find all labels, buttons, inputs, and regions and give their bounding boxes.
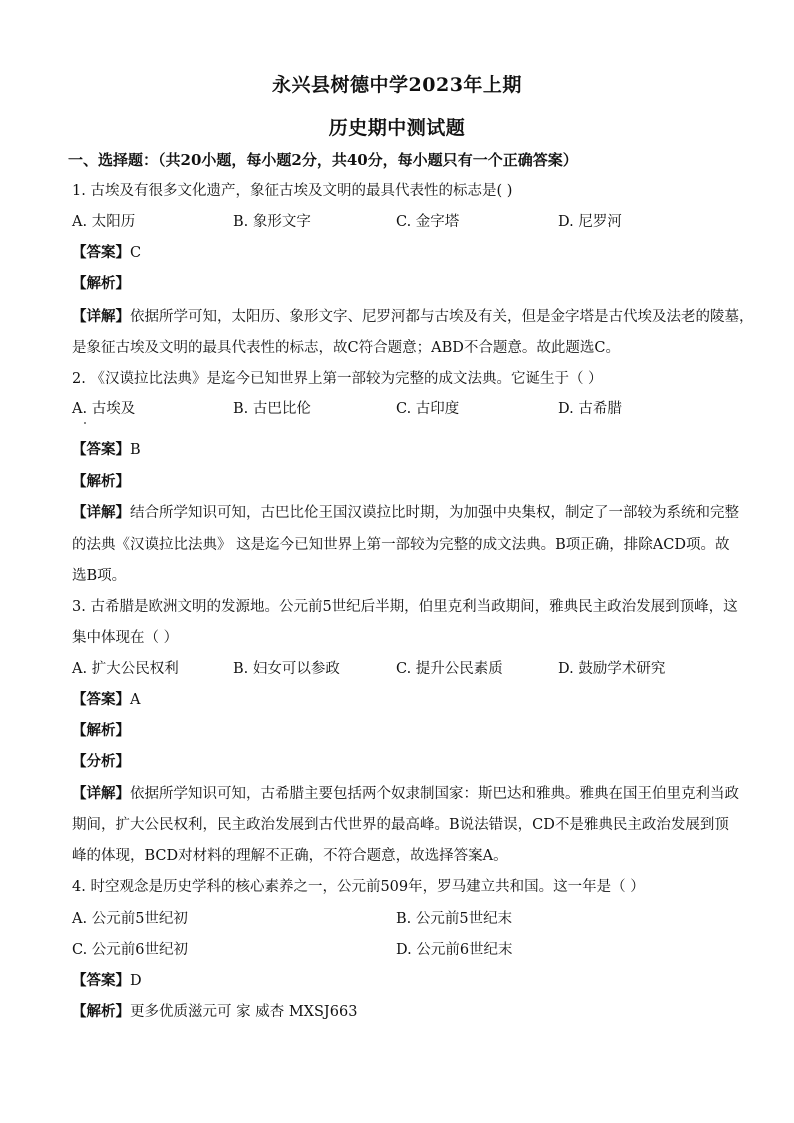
option-d: D. 鼓励学术研究 bbox=[558, 661, 666, 677]
option-a: A. 太阳历 bbox=[72, 214, 136, 230]
detail-text: 依据所学可知，太阳历、象形文字、尼罗河都与古埃及有关，但是金字塔是古代埃及法老的陵墓， bbox=[130, 309, 754, 325]
detail-line bbox=[72, 307, 754, 327]
option-b: B. 公元前5世纪末 bbox=[396, 911, 513, 927]
answer-value: B bbox=[130, 442, 141, 458]
fenxi-label: 【分析】 bbox=[72, 753, 130, 770]
option-b: B. 妇女可以参政 bbox=[233, 661, 340, 677]
option-a: A. 扩大公民权利 bbox=[72, 661, 179, 677]
question-stem: 2. 《汉谟拉比法典》是迄今已知世界上第一部较为完整的成文法典。它诞生于（ ） bbox=[72, 371, 603, 387]
option-d: D. 尼罗河 bbox=[558, 214, 622, 230]
question-stem: 1. 古埃及有很多文化遗产，象征古埃及文明的最具代表性的标志是( ) bbox=[72, 183, 513, 199]
detail-line bbox=[72, 784, 738, 804]
stray-mark bbox=[84, 422, 86, 424]
answer-line bbox=[72, 971, 738, 991]
answer-label: 【答案】 bbox=[72, 972, 130, 989]
answer-label: 【答案】 bbox=[72, 441, 130, 458]
detail-line: 期间，扩大公民权利，民主政治发展到古代世界的最高峰。B说法错误，CD不是雅典民主政治发展到顶 bbox=[72, 817, 729, 833]
detail-line: 选B项。 bbox=[72, 568, 127, 584]
answer-value: C bbox=[130, 245, 142, 261]
question-stem: 集中体现在（ ） bbox=[72, 630, 179, 646]
answer-label: 【答案】 bbox=[72, 691, 130, 708]
answer-line bbox=[72, 243, 738, 263]
answer-line bbox=[72, 690, 738, 710]
detail-label: 【详解】 bbox=[72, 785, 130, 802]
option-d: D. 古希腊 bbox=[558, 401, 622, 417]
question-stem: 4. 时空观念是历史学科的核心素养之一，公元前509年，罗马建立共和国。这一年是（ ） bbox=[72, 879, 645, 895]
section-heading: 一、选择题：（共20小题，每小题2分，共40分，每小题只有一个正确答案） bbox=[68, 151, 578, 169]
analysis-label: 【解析】 bbox=[72, 1003, 130, 1020]
analysis-text: 更多优质滋元可 家 威杏 MXSJ663 bbox=[130, 1004, 358, 1020]
option-d: D. 公元前6世纪末 bbox=[396, 942, 513, 958]
option-c: C. 提升公民素质 bbox=[396, 661, 503, 677]
detail-line: 是象征古埃及文明的最具代表性的标志，故C符合题意；ABD不合题意。故此题选C。 bbox=[72, 340, 620, 356]
analysis-label: 【解析】 bbox=[72, 275, 130, 292]
option-a: A. 公元前5世纪初 bbox=[72, 911, 188, 927]
detail-line: 的法典《汉谟拉比法典》 这是迄今已知世界上第一部较为完整的成文法典。B项正确，排除ACD项。故 bbox=[72, 537, 730, 553]
answer-label: 【答案】 bbox=[72, 244, 130, 261]
answer-line bbox=[72, 440, 738, 460]
option-c: C. 古印度 bbox=[396, 401, 460, 417]
document-title: 永兴县树德中学2023年上期 bbox=[272, 74, 522, 96]
option-b: B. 象形文字 bbox=[233, 214, 311, 230]
option-c: C. 金字塔 bbox=[396, 214, 460, 230]
detail-line bbox=[72, 503, 738, 523]
analysis-label: 【解析】 bbox=[72, 473, 130, 490]
document-subtitle: 历史期中测试题 bbox=[328, 117, 466, 139]
detail-line: 峰的体现，BCD对材料的理解不正确，不符合题意，故选择答案A。 bbox=[72, 848, 508, 864]
option-a: A. 古埃及 bbox=[72, 401, 136, 417]
detail-label: 【详解】 bbox=[72, 308, 130, 325]
answer-value: A bbox=[130, 692, 141, 708]
detail-text: 结合所学知识可知，古巴比伦王国汉谟拉比时期，为加强中央集权，制定了一部较为系统和完整 bbox=[130, 505, 739, 521]
analysis-label: 【解析】 bbox=[72, 722, 130, 739]
option-c: C. 公元前6世纪初 bbox=[72, 942, 189, 958]
detail-label: 【详解】 bbox=[72, 504, 130, 521]
detail-text: 依据所学知识可知，古希腊主要包括两个奴隶制国家：斯巴达和雅典。雅典在国王伯里克利当政 bbox=[130, 786, 739, 802]
option-b: B. 古巴比伦 bbox=[233, 401, 311, 417]
analysis-line bbox=[72, 1002, 738, 1022]
question-stem: 3. 古希腊是欧洲文明的发源地。公元前5世纪后半期，伯里克利当政期间，雅典民主政治发展到顶峰，这 bbox=[72, 599, 738, 615]
answer-value: D bbox=[130, 973, 142, 989]
